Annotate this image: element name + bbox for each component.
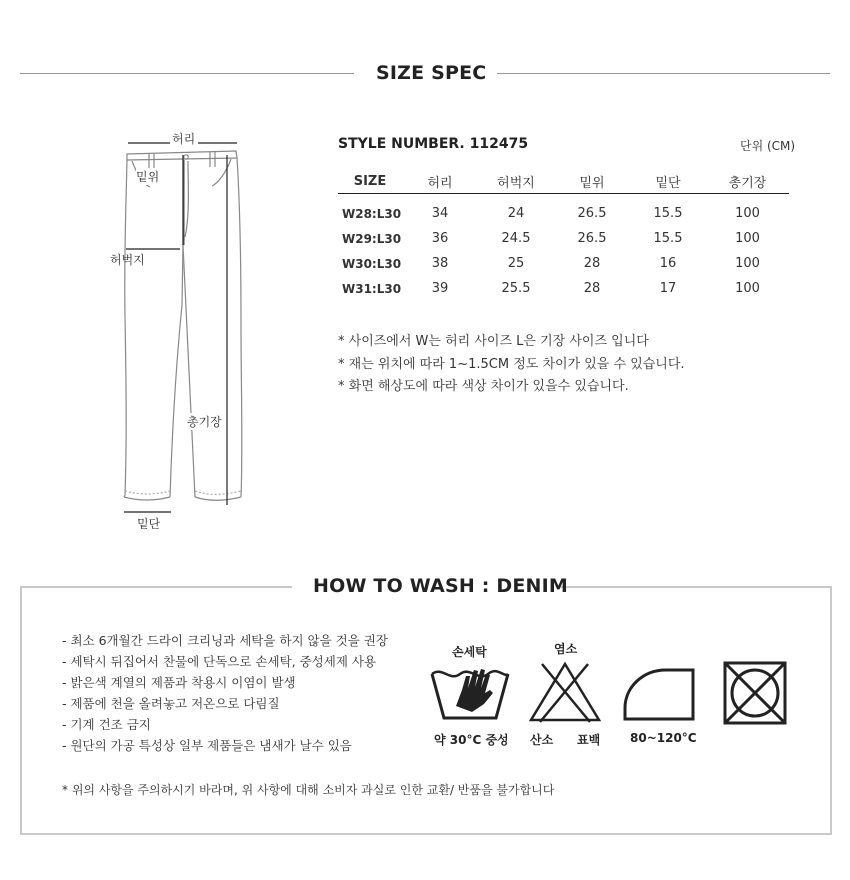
table-cell: 100 xyxy=(735,256,760,271)
size-table xyxy=(338,170,789,301)
table-cell: 39 xyxy=(431,281,449,296)
bleach-type-label: 표백 xyxy=(577,733,601,747)
table-row xyxy=(338,194,789,227)
table-row xyxy=(338,251,789,276)
wash-instruction: - 제품에 천을 올려놓고 저온으로 다림질 xyxy=(62,696,280,711)
wash-instruction: - 세탁시 뒤집어서 찬물에 단독으로 손세탁, 중성세제 사용 xyxy=(62,654,377,669)
table-cell: 38 xyxy=(431,256,449,271)
size-note: * 화면 해상도에 따라 색상 차이가 있을수 있습니다. xyxy=(338,379,629,394)
wash-instruction: - 기계 건조 금지 xyxy=(62,717,151,732)
size-spec-rule-left xyxy=(20,73,354,74)
wash-instruction: - 원단의 가공 특성상 일부 제품들은 냄새가 날수 있음 xyxy=(62,738,352,753)
size-note: * 사이즈에서 W는 허리 사이즈 L은 기장 사이즈 입니다 xyxy=(338,334,649,349)
table-row xyxy=(338,226,789,251)
diagram-label-thigh: 허벅지 xyxy=(110,253,145,267)
diagram-label-total-length: 총기장 xyxy=(187,415,222,429)
table-cell-size: W31:L30 xyxy=(342,281,402,296)
oxygen-label: 산소 xyxy=(530,733,554,747)
diagram-label-waist: 허리 xyxy=(172,132,196,146)
iron-icon xyxy=(622,664,698,722)
size-spec-title: SIZE SPEC xyxy=(376,62,487,84)
table-cell: 26.5 xyxy=(577,231,607,246)
hand-wash-label: 손세탁 xyxy=(452,645,487,659)
table-cell: 100 xyxy=(735,281,760,296)
size-spec-rule-right xyxy=(497,73,830,74)
hand-wash-icon xyxy=(428,660,512,722)
table-cell: 15.5 xyxy=(653,231,683,246)
table-row xyxy=(338,276,789,301)
table-cell: 28 xyxy=(583,256,601,271)
table-cell: 36 xyxy=(431,231,449,246)
size-note: * 재는 위치에 따라 1~1.5CM 정도 차이가 있을 수 있습니다. xyxy=(338,356,685,372)
table-cell: 17 xyxy=(659,281,677,296)
size-table-header: 허벅지 xyxy=(478,170,554,194)
table-cell: 34 xyxy=(431,206,449,221)
table-cell: 24 xyxy=(507,206,525,221)
size-table-header: 밑위 xyxy=(554,170,630,194)
wash-title: HOW TO WASH : DENIM xyxy=(313,575,569,597)
bleach-label: 염소 xyxy=(554,642,578,656)
size-table-header: SIZE xyxy=(338,170,402,194)
size-table-header: 총기장 xyxy=(706,170,789,194)
wash-instructions xyxy=(62,630,388,756)
diagram-label-hem: 밑단 xyxy=(137,517,161,531)
bleach-crossed-icon xyxy=(528,660,602,724)
wash-instruction: - 밝은색 계열의 제품과 착용시 이염이 발생 xyxy=(62,675,296,690)
pants-diagram xyxy=(100,125,260,535)
size-table-header: 허리 xyxy=(402,170,478,194)
table-cell-size: W29:L30 xyxy=(342,231,402,246)
size-table-header: 밑단 xyxy=(630,170,706,194)
table-cell: 24.5 xyxy=(501,231,531,246)
size-table-header-row xyxy=(338,170,789,194)
table-cell: 28 xyxy=(583,281,601,296)
table-cell-size: W28:L30 xyxy=(342,206,402,221)
table-cell: 15.5 xyxy=(653,206,683,221)
table-cell-size: W30:L30 xyxy=(342,256,402,271)
unit-label: 단위 (CM) xyxy=(740,139,796,153)
table-cell: 25.5 xyxy=(501,281,531,296)
table-cell: 26.5 xyxy=(577,206,607,221)
wash-instruction: - 최소 6개월간 드라이 크리닝과 세탁을 하지 않을 것을 권장 xyxy=(62,633,388,648)
style-number: STYLE NUMBER. 112475 xyxy=(338,136,529,152)
wash-footnote: * 위의 사항을 주의하시기 바라며, 위 사항에 대해 소비자 과실로 인한 교환/ 반품을 불가합니다 xyxy=(62,783,555,797)
table-cell: 16 xyxy=(659,256,677,271)
table-cell: 100 xyxy=(735,206,760,221)
diagram-label-rise: 밑위 xyxy=(136,170,160,184)
size-notes xyxy=(338,331,685,399)
table-cell: 100 xyxy=(735,231,760,246)
iron-temp-label: 80~120°C xyxy=(630,731,697,745)
no-tumble-dry-icon xyxy=(722,660,788,726)
hand-wash-temp-label: 약 30°C 중성 xyxy=(434,733,509,747)
table-cell: 25 xyxy=(507,256,525,271)
